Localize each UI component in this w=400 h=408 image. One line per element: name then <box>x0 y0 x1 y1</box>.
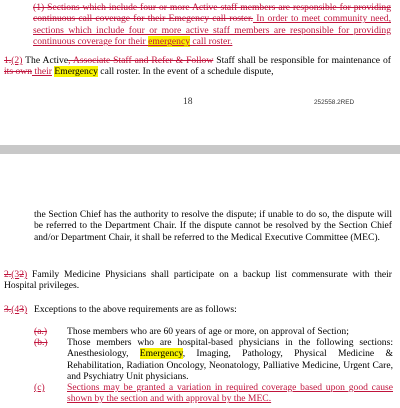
document-reference: 252558.2RED <box>314 99 355 106</box>
list-marker: (c) <box>34 382 45 393</box>
inserted-number: (3 <box>11 269 20 280</box>
inserted-text: their <box>32 66 52 78</box>
deleted-number: 3 <box>19 304 24 315</box>
highlighted-term-emergency: Emergency <box>54 66 98 78</box>
deleted-text: (1) Sections which include four or more Active staff members are responsible for providing continuous call coverage for their Emegency call roster. <box>33 2 391 25</box>
paragraph-active-staff-roster <box>4 55 391 78</box>
document-page-19 <box>0 154 400 408</box>
deleted-text: its own <box>4 66 32 78</box>
list-item-text: Sections may be granted a variation in required coverage based upon good cause shown by the section and with approval by the MEC. <box>67 382 393 405</box>
paragraph-text: call roster. In the event of a schedule dispute, <box>97 66 274 78</box>
deleted-number: 3. <box>4 304 12 315</box>
list-item-text-part: Those members who are hospital-based physicians in the following sections: Anesthesiology, <box>67 337 393 360</box>
highlighted-term-emergency: Emergency <box>139 348 183 360</box>
list-marker: (a.) <box>34 326 48 337</box>
paragraph-dispute-resolution <box>34 209 392 243</box>
list-item-text-part: , Imaging, Pathology, Physical Medicine & Rehabilitation, Radiation Oncology, Neonatology, Palliative Medicine, Urgent Care, and Psychiatry Unit physicians. <box>67 348 393 383</box>
inserted-number: (2) <box>11 55 23 66</box>
paragraph-call-coverage-requirement <box>33 2 391 48</box>
inserted-text: In order to meet community need, sections which include four or more active staff members are responsible for providing continuous coverage for their <box>33 13 391 48</box>
page-break <box>0 145 400 154</box>
list-item-text: Those members who are 60 years of age or more, on approval of Section; <box>67 326 349 337</box>
paragraph-text: Staff shall be responsible for maintenance of <box>213 55 391 66</box>
inserted-number: ) <box>24 304 28 315</box>
deleted-number: 2. <box>4 269 12 280</box>
paragraph-text: Exceptions to the above requirements are as follows: <box>34 304 237 315</box>
inserted-number: (4 <box>11 304 20 315</box>
deleted-number: 2 <box>19 269 24 280</box>
document-page-18 <box>0 0 400 145</box>
inserted-text-end: call roster. <box>190 36 233 48</box>
inserted-number: ) <box>24 269 28 280</box>
paragraph-family-medicine-backup <box>4 269 392 292</box>
deleted-number: 1. <box>4 55 12 66</box>
paragraph-text: The Active <box>22 55 69 66</box>
highlighted-term-emergency: emergency <box>148 36 191 48</box>
paragraph-text: the Section Chief has the authority to resolve the dispute; if unable to do so, the dispute will be referred to the Department Chair. If the dispute cannot be resolved by the Section Chief and/or Department Chair, it shall be referred to the Medical Executive Committee (MEC). <box>34 209 392 243</box>
paragraph-exceptions-heading <box>4 304 392 315</box>
page-number: 18 <box>183 96 193 107</box>
paragraph-text: Family Medicine Physicians shall participate on a backup list commensurate with their Hospital privileges. <box>4 269 392 292</box>
list-marker: (b.) <box>34 337 48 348</box>
deleted-text: , Associate Staff and Refer & Follow <box>68 55 214 66</box>
list-item-text <box>67 337 393 383</box>
